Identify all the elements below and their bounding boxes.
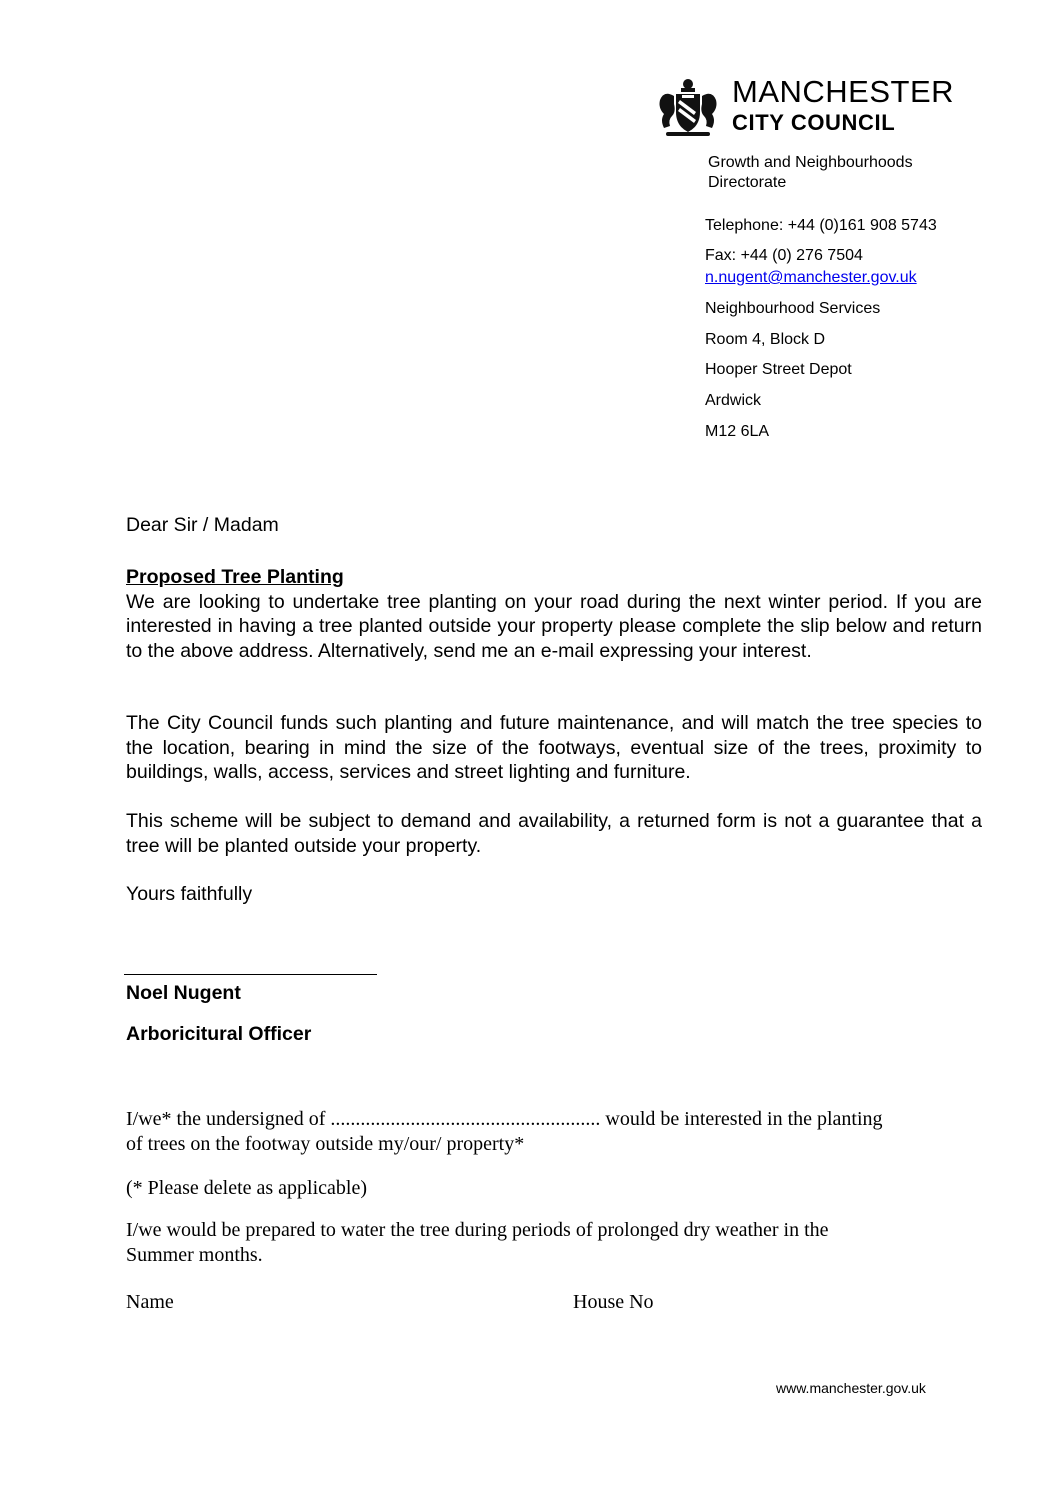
- logo-line2: CITY COUNCIL: [732, 110, 896, 135]
- water-line-1: I/we would be prepared to water the tree during periods of prolonged dry weather in the: [126, 1219, 829, 1241]
- footer-website[interactable]: www.manchester.gov.uk: [776, 1380, 926, 1396]
- paragraph-2: The City Council funds such planting and future maintenance, and will match the tree species to the location, bearing in mind the size of the footways, eventual size of the trees, proximity to buildings, walls, access, services and street lighting and furniture.: [126, 712, 982, 783]
- signatory-name: Noel Nugent: [126, 982, 241, 1004]
- city-crest-icon: [652, 76, 724, 140]
- address-line-3: Hooper Street Depot: [705, 361, 852, 378]
- slip-line-1: I/we* the undersigned of ...................................................... would be interested in the planting: [126, 1108, 883, 1130]
- slip-note: (* Please delete as applicable): [126, 1177, 367, 1199]
- house-no-label: House No: [573, 1291, 654, 1313]
- signature-line: [124, 974, 377, 975]
- name-label: Name: [126, 1291, 174, 1313]
- slip-line-2: of trees on the footway outside my/our/ property*: [126, 1133, 525, 1155]
- paragraph-3: This scheme will be subject to demand and availability, a returned form is not a guarantee that a tree will be planted outside your property.: [126, 810, 982, 857]
- signatory-title: Arboricitural Officer: [126, 1023, 312, 1045]
- address-line-2: Room 4, Block D: [705, 331, 826, 348]
- water-line-2: Summer months.: [126, 1244, 263, 1266]
- logo-line1: MANCHESTER: [732, 74, 955, 109]
- address-line-4: Ardwick: [705, 392, 762, 409]
- paragraph-1: We are looking to undertake tree planting on your road during the next winter period. If you are interested in having a tree planted outside your property please complete the slip below and return to the above address. Alternatively, send me an e-mail expressing your interest.: [126, 590, 982, 662]
- address-line-5: M12 6LA: [705, 423, 770, 440]
- address-line-1: Neighbourhood Services: [705, 300, 881, 317]
- telephone: Telephone: +44 (0)161 908 5743: [705, 217, 937, 234]
- letter-body: [126, 565, 982, 663]
- fax: Fax: +44 (0) 276 7504: [705, 247, 863, 264]
- subject-heading: Proposed Tree Planting: [126, 566, 344, 588]
- salutation: Dear Sir / Madam: [126, 514, 279, 536]
- closing: Yours faithfully: [126, 883, 253, 905]
- email-link[interactable]: n.nugent@manchester.gov.uk: [705, 269, 917, 286]
- council-logo: [652, 72, 962, 142]
- directorate: [708, 153, 1008, 193]
- directorate-line2: Directorate: [708, 174, 787, 191]
- directorate-line1: Growth and Neighbourhoods: [708, 154, 913, 171]
